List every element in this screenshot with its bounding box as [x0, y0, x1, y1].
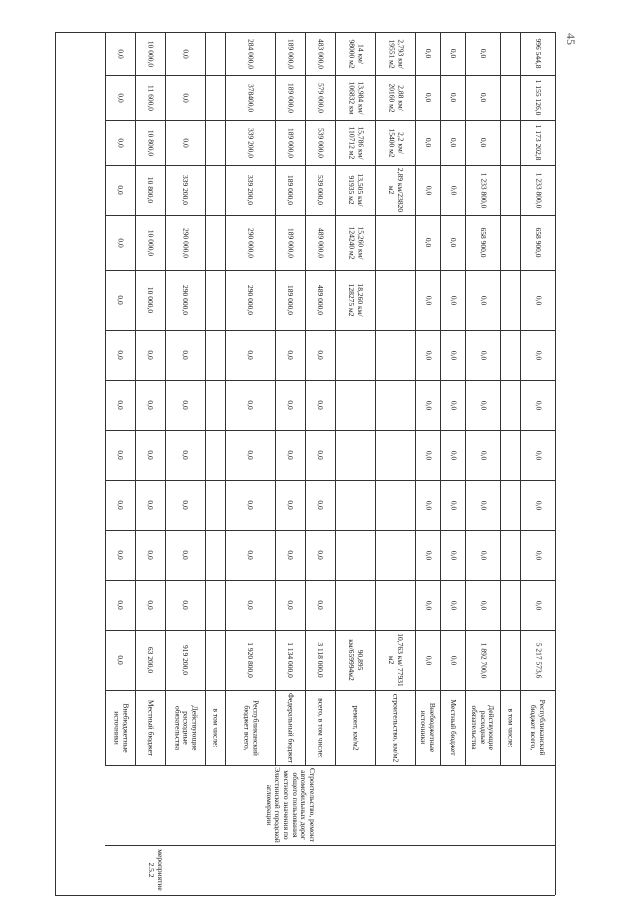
- row-divider: [135, 32, 136, 765]
- cell-value: 0,0: [181, 550, 191, 560]
- row-label: ремонт, км/м2: [351, 704, 361, 751]
- cell-value: 0,0: [533, 295, 543, 305]
- cell-value: 0,0: [478, 350, 488, 360]
- row-divider: [205, 32, 206, 765]
- cell-total: 3 118 000,0: [316, 642, 326, 678]
- cell-value: [376, 432, 414, 478]
- cell-value: 0,0: [478, 600, 488, 610]
- cell-value: 0,0: [181, 48, 191, 59]
- cell-value: 996 544,8: [533, 38, 543, 69]
- row-divider: [305, 32, 306, 765]
- cell-value: 0,0: [423, 450, 433, 460]
- cell-value: 10 800,0: [146, 176, 156, 204]
- row-label: Действующие расходные обязательства: [172, 705, 199, 750]
- cell-value: 0,0: [246, 450, 256, 460]
- row-label: Действующие расходные обязательства: [470, 705, 497, 750]
- page-number: 45: [564, 33, 578, 45]
- cell-value: 0,0: [533, 350, 543, 360]
- cell-value: 0,0: [146, 500, 156, 510]
- cell-value: 0,0: [246, 600, 256, 610]
- cell-value: 1 173 202,8: [533, 124, 543, 161]
- cell-value: 11 600,0: [146, 84, 156, 111]
- cell-value: 0,0: [116, 185, 126, 195]
- cell-value: 0,0: [423, 350, 433, 360]
- row-label: Местный бюджет: [448, 699, 458, 756]
- cell-value: 0,0: [316, 600, 326, 610]
- cell-total: 10,763 км/ 77931 м2: [387, 633, 405, 687]
- cell-value: 658 900,0: [533, 227, 543, 258]
- cell-value: 0,0: [448, 400, 458, 410]
- cell-value: 15,786 км/ 110712 м2: [347, 126, 365, 159]
- cell-value: 0,0: [533, 600, 543, 610]
- row-divider: [375, 32, 376, 765]
- cell-value: 0,0: [316, 350, 326, 360]
- row-divider: [275, 32, 276, 765]
- cell-value: [376, 332, 414, 378]
- cell-value: 0,0: [181, 350, 191, 360]
- cell-value: 0,0: [116, 295, 126, 305]
- cell-total: 0,0: [116, 655, 126, 665]
- column-divider: [105, 430, 555, 431]
- row-divider: [165, 32, 166, 765]
- cell-value: 378400,0: [246, 83, 256, 112]
- cell-total: 0,0: [448, 655, 458, 665]
- cell-value: 0,0: [423, 237, 433, 248]
- cell-value: 0,0: [423, 500, 433, 510]
- cell-value: 0,0: [181, 600, 191, 610]
- cell-value: 0,0: [533, 550, 543, 560]
- cell-value: 0,0: [146, 400, 156, 410]
- cell-value: 189 000,0: [286, 38, 296, 69]
- cell-value: 14 км/ 98000 м2: [347, 38, 365, 69]
- cell-value: 0,0: [448, 48, 458, 59]
- measure-label: мероприятие 2.5.2: [147, 849, 165, 891]
- row-divider: [105, 32, 106, 765]
- cell-value: 0,0: [286, 550, 296, 560]
- cell-value: 0,0: [478, 450, 488, 460]
- cell-value: 0,0: [116, 600, 126, 610]
- table-border-bottom: [55, 895, 555, 896]
- cell-value: 0,0: [448, 295, 458, 305]
- cell-value: 0,0: [423, 600, 433, 610]
- cell-value: 0,0: [478, 550, 488, 560]
- cell-total: 0,0: [423, 655, 433, 665]
- row-divider: [465, 32, 466, 765]
- cell-total: 63 200,0: [146, 646, 156, 674]
- cell-value: 1 233 800,0: [478, 172, 488, 208]
- cell-value: 0,0: [286, 450, 296, 460]
- row-label: в том числе:: [211, 707, 221, 748]
- cell-value: 189 000,0: [286, 127, 296, 158]
- cell-total: 1 134 000,0: [286, 642, 296, 678]
- row-divider: [440, 32, 441, 765]
- cell-value: 0,0: [448, 237, 458, 248]
- cell-value: 0,0: [448, 92, 458, 103]
- cell-value: 658 900,0: [478, 227, 488, 258]
- row-label: Местный бюджет: [146, 699, 156, 756]
- cell-value: 0,0: [286, 500, 296, 510]
- column-divider: [105, 120, 555, 121]
- cell-value: 0,0: [116, 237, 126, 248]
- cell-value: 0,0: [246, 400, 256, 410]
- cell-value: 489 000,0: [316, 227, 326, 258]
- cell-value: 0,0: [146, 450, 156, 460]
- cell-value: 0,0: [423, 550, 433, 560]
- activity-label: Строительство, ремонт автомобильных дорог общего пользования местного значения по Элистинской городской агломерации: [264, 767, 317, 843]
- row-divider: [520, 32, 521, 765]
- cell-value: 0,0: [448, 500, 458, 510]
- cell-value: [336, 482, 374, 528]
- cell-value: 483 000,0: [316, 38, 326, 69]
- cell-value: [376, 532, 414, 578]
- row-label: Внебюджетные источники: [419, 702, 438, 753]
- cell-value: 539 000,0: [316, 175, 326, 205]
- cell-value: 0,0: [116, 400, 126, 410]
- cell-value: 10 000,0: [146, 229, 156, 256]
- cell-value: 0,0: [448, 550, 458, 560]
- cell-value: 539 000,0: [316, 127, 326, 158]
- cell-value: 0,0: [478, 500, 488, 510]
- cell-value: 290 000,0: [246, 285, 256, 315]
- cell-value: 0,0: [423, 185, 433, 195]
- cell-value: 0,0: [286, 400, 296, 410]
- cell-value: 0,0: [448, 350, 458, 360]
- table-border-right: [555, 32, 556, 895]
- cell-value: 0,0: [181, 137, 191, 148]
- cell-value: 0,0: [116, 92, 126, 103]
- cell-value: 189 000,0: [286, 175, 296, 205]
- cell-value: 1 233 800,0: [533, 172, 543, 208]
- cell-value: 13,505 км/ 91935 м2: [347, 173, 365, 207]
- cell-value: [336, 382, 374, 428]
- cell-value: [376, 217, 414, 268]
- column-divider: [105, 330, 555, 331]
- cell-total: 919 200,0: [181, 645, 191, 675]
- row-label: строительство, км/м2: [391, 693, 401, 762]
- cell-value: 0,0: [246, 500, 256, 510]
- column-divider: [105, 690, 555, 691]
- column-divider: [105, 380, 555, 381]
- row-divider: [335, 32, 336, 765]
- cell-total: 1 920 800,0: [246, 642, 256, 678]
- cell-value: 0,0: [533, 500, 543, 510]
- column-divider: [105, 845, 555, 846]
- row-divider: [225, 32, 226, 765]
- cell-value: 2,89 км/23820 м2: [387, 167, 405, 213]
- cell-value: 0,0: [448, 185, 458, 195]
- cell-value: 0,0: [146, 600, 156, 610]
- cell-value: 189 000,0: [286, 227, 296, 258]
- cell-value: 489 000,0: [316, 285, 326, 315]
- cell-value: 0,0: [181, 400, 191, 410]
- cell-value: 0,0: [116, 350, 126, 360]
- cell-value: 290 000,0: [246, 227, 256, 258]
- cell-value: 2,2 км/ 15400 м2: [387, 127, 405, 158]
- cell-value: 339 200,0: [181, 175, 191, 205]
- row-divider: [415, 32, 416, 765]
- cell-value: 339 200,0: [246, 175, 256, 205]
- column-divider: [105, 215, 555, 216]
- cell-value: 0,0: [116, 48, 126, 59]
- row-divider: [500, 32, 501, 765]
- cell-value: 0,0: [533, 400, 543, 410]
- cell-value: [336, 432, 374, 478]
- cell-value: 10 800,0: [146, 129, 156, 156]
- cell-value: [376, 582, 414, 628]
- cell-value: [336, 332, 374, 378]
- cell-value: 0,0: [316, 400, 326, 410]
- cell-value: 0,0: [316, 550, 326, 560]
- cell-value: 0,0: [533, 450, 543, 460]
- cell-value: 0,0: [246, 350, 256, 360]
- cell-value: [336, 582, 374, 628]
- cell-value: 0,0: [423, 48, 433, 59]
- cell-value: 339 200,0: [246, 127, 256, 158]
- cell-value: 0,0: [116, 450, 126, 460]
- cell-value: 0,0: [116, 500, 126, 510]
- cell-value: 290 000,0: [181, 227, 191, 258]
- cell-value: 0,0: [316, 500, 326, 510]
- cell-value: 579 000,0: [316, 82, 326, 113]
- row-label: Республиканский бюджет всего,: [529, 699, 548, 756]
- cell-value: 0,0: [181, 450, 191, 460]
- cell-value: 0,0: [316, 450, 326, 460]
- cell-value: 18,260 км/ 128275 м2: [347, 283, 365, 317]
- column-divider: [105, 630, 555, 631]
- cell-value: 0,0: [448, 600, 458, 610]
- cell-value: [376, 382, 414, 428]
- cell-value: 10 000,0: [146, 40, 156, 67]
- table-border-left: [55, 32, 56, 895]
- cell-value: 2,88 км/ 20160 м2: [387, 82, 405, 113]
- column-divider: [105, 765, 555, 766]
- cell-total: 5 217 573,6: [533, 642, 543, 678]
- cell-value: 0,0: [146, 350, 156, 360]
- row-label: Республиканский бюджет всего,: [242, 699, 260, 756]
- cell-value: [336, 532, 374, 578]
- cell-value: 10 000,0: [146, 286, 156, 314]
- cell-value: 0,0: [423, 92, 433, 103]
- cell-value: 0,0: [448, 450, 458, 460]
- row-label: всего, в том числе:: [316, 697, 326, 758]
- column-divider: [105, 165, 555, 166]
- cell-value: 0,0: [478, 48, 488, 59]
- column-divider: [105, 480, 555, 481]
- cell-value: [376, 482, 414, 528]
- row-label: Федеральный бюджет: [286, 692, 296, 763]
- column-divider: [105, 32, 555, 33]
- cell-value: 2,793 км/ 19551 м2: [387, 38, 405, 69]
- cell-value: 0,0: [478, 92, 488, 103]
- row-label: Внебюджетные источники: [112, 702, 130, 753]
- cell-total: 90,895 км/659994м2: [347, 639, 365, 681]
- cell-value: 0,0: [286, 350, 296, 360]
- cell-value: 0,0: [478, 295, 488, 305]
- cell-value: 13,984 км/ 106832 км: [347, 81, 365, 114]
- cell-value: 0,0: [246, 550, 256, 560]
- column-divider: [105, 530, 555, 531]
- cell-value: 0,0: [478, 137, 488, 148]
- cell-value: 0,0: [478, 400, 488, 410]
- cell-value: 189 000,0: [286, 285, 296, 315]
- cell-value: 0,0: [286, 600, 296, 610]
- cell-value: 0,0: [116, 137, 126, 148]
- cell-value: 284 000,0: [246, 38, 256, 69]
- cell-value: 0,0: [181, 500, 191, 510]
- column-divider: [105, 270, 555, 271]
- row-label: в том числе:: [506, 707, 516, 748]
- cell-value: 0,0: [181, 92, 191, 103]
- cell-value: 0,0: [423, 295, 433, 305]
- cell-value: 0,0: [423, 137, 433, 148]
- cell-value: 0,0: [448, 137, 458, 148]
- cell-value: 0,0: [423, 400, 433, 410]
- cell-total: 1 892 700,0: [478, 642, 488, 678]
- cell-value: 15,260 км/ 124240 м2: [347, 226, 365, 259]
- cell-value: 290 000,0: [181, 285, 191, 315]
- column-divider: [105, 580, 555, 581]
- cell-value: [376, 272, 414, 328]
- column-divider: [105, 75, 555, 76]
- cell-value: 1 155 126,0: [533, 79, 543, 116]
- cell-value: 0,0: [146, 550, 156, 560]
- cell-value: 0,0: [116, 550, 126, 560]
- cell-value: 189 000,0: [286, 82, 296, 113]
